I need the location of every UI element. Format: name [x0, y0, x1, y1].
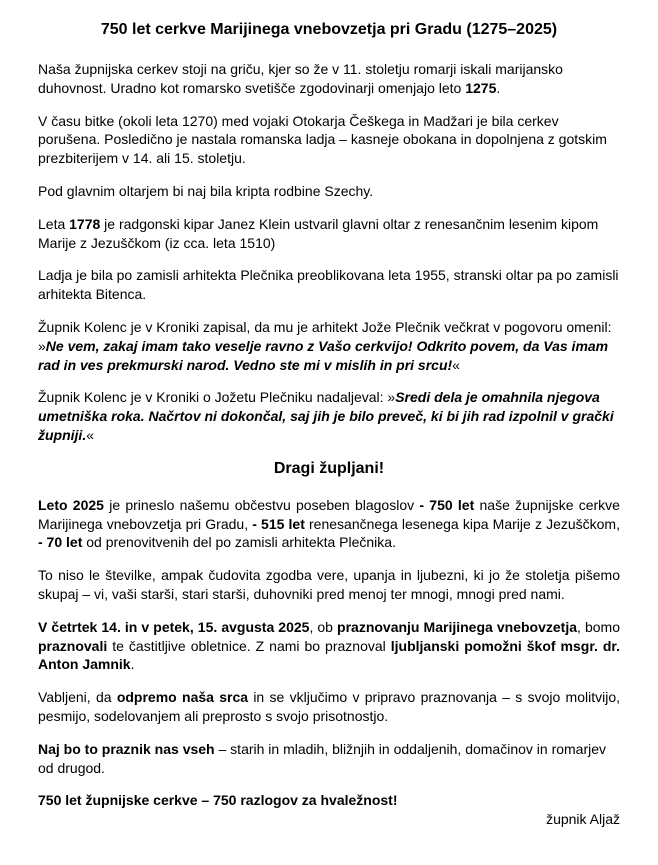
text-run-bold-praznovali: praznovali: [38, 637, 108, 654]
text-run-bold-year-1275: 1275: [465, 79, 497, 96]
paragraph-celebration-dates: [38, 618, 620, 674]
text-run: «: [452, 356, 460, 373]
text-run: .: [496, 79, 501, 96]
document-title: 750 let cerkve Marijinega vnebovzetja pri Gradu (1275–2025): [100, 21, 558, 38]
paragraph-kolenc-quote-2: [38, 388, 620, 444]
text-run: «: [86, 426, 95, 443]
paragraph-story-of-faith: [38, 566, 620, 604]
text-run: Leta: [38, 215, 70, 232]
text-run: – starih in mladih, bližnjih in oddaljenih, domačinov in romarjev od drugod.: [38, 740, 607, 776]
text-run: Župnik Kolenc je v Kroniki zapisal, da mu je arhitekt Jože Plečnik večkrat v pogovoru omenil: »: [38, 318, 612, 354]
text-run-bold-515-let: - 515 let: [252, 515, 305, 532]
paragraph-kolenc-quote-1: [38, 318, 620, 374]
text-run: Ladja je bila po zamisli arhitekta Plečnika preoblikovana leta 1955, stranski oltar pa po zamisli arhitekta Bitenca.: [38, 267, 619, 303]
text-run-bold-750-let: - 750 let: [419, 496, 475, 513]
paragraph-invitation: [38, 688, 620, 726]
paragraph-plecnik-1955: [38, 266, 620, 304]
text-run-bold-praznik-nas-vseh: Naj bo to praznik nas vseh: [38, 740, 215, 757]
text-run: Naša župnijska cerkev stoji na griču, kjer so že v 11. stoletju romarji iskali marijansko duhovnost. Uradno kot romarsko svetišče zgodovinarji omenjajo leto: [38, 61, 563, 96]
text-run-bold-leto-2025: Leto 2025: [38, 496, 104, 513]
signature-zupnik-aljaz: župnik Aljaž: [546, 811, 620, 828]
text-run: renesančnega lesenega kipa Marije z Jezuščkom,: [304, 515, 620, 532]
text-run-quote-plecnik-2: Sredi dela je omahnila njegova umetniška roka. Načrtov ni dokončal, saj jih je bilo preveč, ki bi jih rad izpolnil v grački župniji.: [38, 389, 614, 443]
text-run: je radgonski kipar Janez Klein ustvaril glavni oltar z renesančnim lesenim kipom Marije z Jezuščkom (iz cca. leta 1510): [38, 215, 599, 251]
text-run: od prenovitvenih del po zamisli arhitekta Plečnika.: [82, 534, 396, 551]
text-run: V času bitke (okoli leta 1270) med vojaki Otokarja Češkega in Madžari je bila cerkev porušena. Posledično je nastala romanska ladja – kasneje obokana in dopolnjena z gotskim prezbiterijem v 14. ali 15. stoletju.: [38, 112, 607, 167]
text-run: Vabljeni, da: [38, 689, 117, 706]
text-run-quote-plecnik-1: Ne vem, zakaj imam tako veselje ravno z Vašo cerkvijo! Odkrito povem, da Vas imam rad in ves prekmurski narod. Vedno ste mi v mislih in pri srcu!: [38, 337, 609, 373]
paragraph-altar-1778: [38, 215, 620, 253]
paragraph-crypt-szechy: [38, 182, 620, 201]
text-run: naše župnijske cerkve Marijinega vnebovzetja pri Gradu,: [38, 496, 620, 532]
text-run: in se vključimo v pripravo praznovanja – s svojo molitvijo, pesmijo, sodelovanjem ali preprosto s svojo prisotnostjo.: [38, 689, 620, 724]
text-run: te častitljive obletnice. Z nami bo praznoval: [107, 637, 391, 654]
text-run: , ob: [309, 618, 338, 635]
text-run-bold-bishop-jamnik: ljubljanski pomožni škof msgr. dr. Anton Jamnik: [38, 637, 620, 673]
text-run: Župnik Kolenc je v Kroniki o Jožetu Plečniku nadaljeval: »: [38, 389, 396, 406]
text-run-bold-750-razlogov: 750 let župnijske cerkve – 750 razlogov za hvaležnost!: [38, 792, 398, 809]
paragraph-feast-for-all: [38, 740, 620, 778]
text-run-bold-year-1778: 1778: [69, 215, 101, 232]
paragraph-battle-1270: [38, 112, 620, 168]
text-run: To niso le številke, ampak čudovita zgodba vere, upanja in ljubezni, ki jo že stoletja pišemo skupaj – vi, vaši starši, stari starši, duhovniki pred menoj ter mnogi, mnogi pred nami.: [38, 567, 620, 602]
text-run-bold-praznovanje: praznovanju Marijinega vnebovzetja: [337, 618, 577, 635]
text-run-bold-open-hearts: odpremo naša srca: [116, 689, 249, 706]
section-heading-dragi-zupljani: Dragi župljani!: [273, 459, 385, 477]
text-run: , bomo: [577, 618, 620, 635]
text-run: Pod glavnim oltarjem bi naj bila kripta rodbine Szechy.: [38, 182, 374, 199]
text-run: je prineslo našemu občestvu poseben blagoslov: [103, 496, 420, 513]
paragraph-church-history: [38, 60, 620, 98]
paragraph-750-reasons: [38, 791, 620, 810]
text-run-bold-70-let: - 70 let: [38, 534, 83, 551]
text-run-bold-dates: V četrtek 14. in v petek, 15. avgusta 2025: [38, 618, 310, 635]
paragraph-leto-2025-jubilees: [38, 496, 620, 552]
text-run: .: [130, 656, 135, 673]
